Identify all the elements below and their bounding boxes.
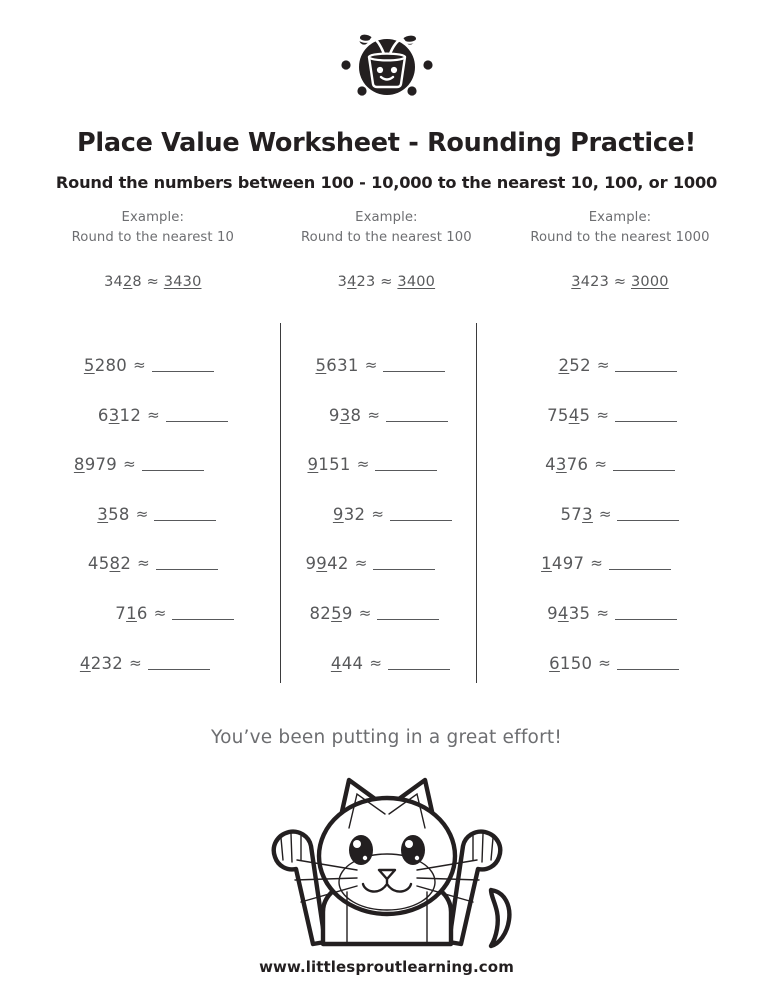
problem-row <box>501 358 735 408</box>
problem-post-digits: 151 <box>318 455 351 475</box>
problem-row <box>272 405 506 458</box>
answer-blank[interactable] <box>615 606 677 620</box>
answer-blank[interactable] <box>156 556 218 570</box>
problem-row <box>493 457 727 507</box>
example-caption <box>72 208 234 248</box>
problem-post-digits: 232 <box>90 653 124 673</box>
problem-row <box>497 653 731 706</box>
example-pre-digits: 34 <box>104 274 123 291</box>
problem-marked-digit: 9 <box>332 504 344 524</box>
approx-symbol: ≈ <box>590 554 603 573</box>
problem-post-digits: 52 <box>569 356 591 375</box>
answer-blank[interactable] <box>375 457 437 471</box>
problem-row <box>258 603 492 656</box>
problem-column-3 <box>503 358 737 705</box>
approx-symbol: ≈ <box>594 455 607 474</box>
problem-post-digits: 32 <box>343 504 366 524</box>
problem-post-digits: 631 <box>326 356 359 375</box>
brand-logo <box>0 24 773 102</box>
problem-post-digits: 2 <box>120 554 132 574</box>
answer-blank[interactable] <box>615 408 677 422</box>
example-pre-digits: 3 <box>337 274 348 291</box>
problem-marked-digit: 3 <box>339 405 351 425</box>
problem-row <box>276 504 510 557</box>
approx-symbol: ≈ <box>364 356 378 374</box>
answer-blank[interactable] <box>142 457 204 471</box>
problem-pre-digits: 75 <box>547 405 569 425</box>
approx-symbol: ≈ <box>596 356 610 374</box>
example-equation <box>104 274 201 290</box>
problem-marked-digit: 9 <box>316 554 328 574</box>
approx-symbol: ≈ <box>147 405 160 424</box>
approx-symbol: ≈ <box>367 405 380 424</box>
problem-number <box>115 603 148 623</box>
problem-post-digits: 42 <box>327 554 349 574</box>
problem-column-1 <box>36 358 270 705</box>
problem-post-digits: 979 <box>84 455 118 475</box>
problem-post-digits: 44 <box>341 653 364 673</box>
answer-blank[interactable] <box>373 556 435 570</box>
problem-marked-digit: 3 <box>97 504 109 524</box>
problem-post-digits: 150 <box>559 653 593 673</box>
problem-number <box>74 457 117 474</box>
problem-number <box>315 358 358 375</box>
problem-number <box>560 504 593 524</box>
answer-blank[interactable] <box>617 656 679 670</box>
example-caption <box>301 208 472 248</box>
answer-blank[interactable] <box>609 556 671 570</box>
problem-row <box>32 358 266 408</box>
answer-blank[interactable] <box>617 507 679 521</box>
example-post-digits: 423 <box>580 274 609 291</box>
problem-pre-digits: 7 <box>115 603 127 623</box>
answer-blank[interactable] <box>154 507 216 521</box>
problem-column-2 <box>270 358 504 705</box>
problem-pre-digits: 57 <box>560 504 583 524</box>
approx-symbol: ≈ <box>133 356 146 374</box>
answer-blank[interactable] <box>388 656 450 670</box>
answer-blank[interactable] <box>390 507 452 521</box>
problem-number <box>88 556 131 573</box>
example-post-digits: 8 <box>132 274 142 291</box>
approx-symbol: ≈ <box>137 554 150 573</box>
problem-number <box>547 405 591 425</box>
approx-symbol: ≈ <box>123 455 136 474</box>
problem-number <box>305 556 348 573</box>
example-caption <box>530 208 709 248</box>
problem-post-digits: 35 <box>568 603 591 623</box>
problem-row <box>36 556 270 606</box>
problem-row <box>254 556 488 606</box>
approx-symbol: ≈ <box>613 274 627 291</box>
problem-post-digits: 58 <box>108 504 130 524</box>
approx-symbol: ≈ <box>596 603 609 622</box>
problem-number <box>545 457 588 474</box>
example-equation <box>571 274 668 290</box>
approx-symbol: ≈ <box>596 405 609 424</box>
page-subtitle: Round the numbers between 100 - 10,000 to the nearest 10, 100, or 1000 <box>55 173 718 192</box>
approx-symbol: ≈ <box>380 274 393 291</box>
problem-row <box>274 653 508 706</box>
problem-post-digits: 5 <box>579 405 591 425</box>
problem-pre-digits: 45 <box>87 554 110 574</box>
problem-number <box>97 504 130 524</box>
example-column-2 <box>270 208 504 290</box>
problem-row <box>40 504 274 557</box>
answer-blank[interactable] <box>377 606 439 620</box>
example-marked-digit: 2 <box>122 274 133 291</box>
problem-marked-digit: 4 <box>557 603 569 623</box>
problem-pre-digits: 9 <box>328 405 340 425</box>
problem-post-digits: 12 <box>119 405 142 425</box>
example-column-3 <box>503 208 737 290</box>
page-title: Place Value Worksheet - Rounding Practice! <box>77 128 696 158</box>
encouragement-text: You’ve been putting in a great effort! <box>211 727 562 748</box>
example-instruction: Round to the nearest 100 <box>300 230 472 246</box>
problem-row <box>256 457 490 507</box>
example-word: Example: <box>588 210 652 225</box>
problem-marked-digit: 5 <box>83 356 95 375</box>
problem-row <box>495 603 729 656</box>
problem-number <box>330 653 364 673</box>
problem-row <box>28 653 262 706</box>
approx-symbol: ≈ <box>369 653 382 672</box>
problem-number <box>547 603 591 623</box>
example-instruction: Round to the nearest 1000 <box>530 230 710 246</box>
approx-symbol: ≈ <box>598 653 611 672</box>
approx-symbol: ≈ <box>146 274 159 291</box>
approx-symbol: ≈ <box>598 504 612 523</box>
approx-symbol: ≈ <box>358 603 372 622</box>
problem-marked-digit: 5 <box>315 356 327 375</box>
problem-marked-digit: 2 <box>558 356 570 375</box>
approx-symbol: ≈ <box>135 504 149 523</box>
example-column-1 <box>36 208 270 290</box>
problem-row <box>46 405 280 458</box>
website-url: www.littlesproutlearning.com <box>259 958 514 976</box>
example-answer: 3430 <box>163 274 202 291</box>
problem-marked-digit: 3 <box>555 455 567 475</box>
answer-blank[interactable] <box>172 606 234 620</box>
example-post-digits: 23 <box>356 274 376 291</box>
example-equation <box>338 274 435 290</box>
answer-blank[interactable] <box>386 408 448 422</box>
answer-blank[interactable] <box>383 358 445 372</box>
example-instruction: Round to the nearest 10 <box>71 230 234 246</box>
example-answer: 3400 <box>397 274 436 291</box>
sprout-pot-logo-icon <box>338 24 436 102</box>
problem-row <box>495 405 729 458</box>
problem-number <box>79 653 124 673</box>
problem-marked-digit: 4 <box>79 653 91 673</box>
example-marked-digit: 4 <box>347 274 357 291</box>
problem-grid <box>36 358 737 705</box>
example-word: Example: <box>121 210 185 225</box>
problem-row <box>22 457 256 507</box>
problem-row <box>264 358 498 408</box>
example-marked-digit: 3 <box>571 274 581 291</box>
problem-marked-digit: 5 <box>331 603 342 623</box>
problem-number <box>558 358 590 375</box>
answer-blank[interactable] <box>613 457 675 471</box>
answer-blank[interactable] <box>152 358 214 372</box>
problem-post-digits: 6 <box>136 603 148 623</box>
problem-marked-digit: 4 <box>330 653 342 673</box>
example-word: Example: <box>355 210 418 225</box>
problem-marked-digit: 9 <box>307 455 319 475</box>
problem-marked-digit: 3 <box>582 504 593 524</box>
problem-marked-digit: 8 <box>109 554 121 574</box>
answer-blank[interactable] <box>166 408 228 422</box>
problem-number <box>307 457 350 474</box>
problem-number <box>549 653 593 673</box>
approx-symbol: ≈ <box>354 554 368 573</box>
example-headers <box>36 208 737 290</box>
problem-post-digits: 8 <box>350 405 362 425</box>
problem-post-digits: 9 <box>341 603 353 623</box>
problem-marked-digit: 1 <box>126 603 137 623</box>
problem-pre-digits: 9 <box>547 603 558 623</box>
problem-pre-digits: 4 <box>545 455 556 475</box>
problem-row <box>503 504 737 557</box>
problem-number <box>541 556 584 573</box>
problem-marked-digit: 4 <box>568 405 580 425</box>
problem-number <box>84 358 127 375</box>
problem-pre-digits: 6 <box>97 405 109 425</box>
problem-marked-digit: 1 <box>541 554 552 574</box>
answer-blank[interactable] <box>148 656 210 670</box>
problem-row <box>58 603 292 656</box>
problem-post-digits: 76 <box>566 455 589 475</box>
cheering-cat-illustration <box>253 772 521 952</box>
answer-blank[interactable] <box>615 358 677 372</box>
approx-symbol: ≈ <box>356 455 370 474</box>
problem-marked-digit: 8 <box>73 455 85 475</box>
problem-post-digits: 497 <box>551 554 585 574</box>
example-answer: 3000 <box>630 274 669 291</box>
problem-number <box>332 504 366 524</box>
problem-row <box>489 556 723 606</box>
problem-number <box>309 603 353 623</box>
problem-number <box>328 405 362 425</box>
approx-symbol: ≈ <box>129 653 142 672</box>
problem-pre-digits: 82 <box>309 603 332 623</box>
problem-number <box>97 405 142 425</box>
problem-marked-digit: 6 <box>549 653 560 673</box>
problem-post-digits: 280 <box>94 356 128 375</box>
problem-marked-digit: 3 <box>108 405 120 425</box>
approx-symbol: ≈ <box>153 603 167 622</box>
mascot-illustration <box>0 772 773 952</box>
problem-pre-digits: 9 <box>305 554 317 574</box>
approx-symbol: ≈ <box>371 504 384 523</box>
